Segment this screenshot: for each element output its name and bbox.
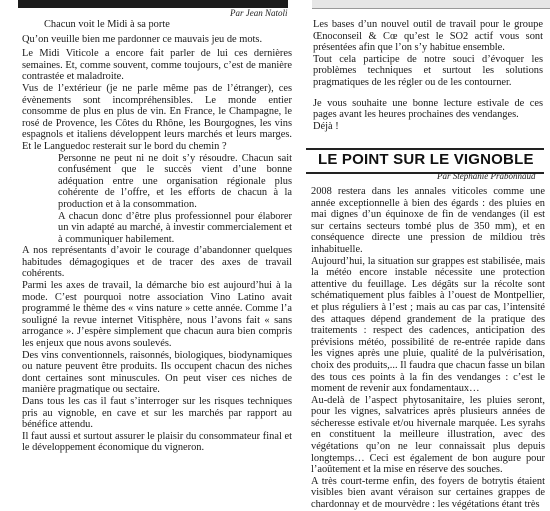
section-heading: LE POINT SUR LE VIGNOBLE	[318, 151, 534, 168]
paragraph: Qu’on veuille bien me pardonner ce mauvais jeu de mots.	[22, 33, 263, 45]
right-bottom-column	[311, 186, 545, 511]
left-column	[22, 19, 292, 454]
paragraph-title: Chacun voit le Midi à sa porte	[44, 19, 170, 30]
right-top-column	[313, 19, 543, 132]
paragraph: A chacun donc d’être plus professionnel pour élaborer un vin adapté au marché, à investir commercialement et à communiquer habilement.	[58, 210, 292, 245]
paragraph: Déjà !	[313, 120, 339, 132]
paragraph: Tout cela participe de notre souci d’évoquer les problèmes techniques et surtout les solutions pragmatiques de les régler ou de les contourner.	[313, 53, 543, 88]
top-left-title-bar	[18, 0, 288, 8]
paragraph: Je vous souhaite une bonne lecture estivale de ces pages avant les heures prochaines des vendanges.	[313, 97, 543, 121]
paragraph: Les bases d’un nouvel outil de travail pour le groupe Œnoconseil & Cœ qu’est le SO2 actif vous sont présentées afin que l’on s’y habitue ensemble.	[313, 19, 543, 54]
paragraph: Personne ne peut ni ne doit s’y résoudre. Chacun sait confusément que le succès vient d’une bonne adéquation entre une organisation régionale plus cohérente de l’offre, et les efforts de chacun à la production et à la consommation.	[58, 152, 292, 210]
paragraph: 2008 restera dans les annales viticoles comme une année exceptionnelle à bien des égards : des pluies en mai dignes d’un équinoxe de fin de vendanges (il est sur certains secteurs tombé plus de 350 mm), et en conséquence directe une pression de mildiou très inhabituelle.	[311, 186, 545, 255]
paragraph: Il faut aussi et surtout assurer le plaisir du consommateur final et le développement économique du vigneron.	[22, 430, 292, 454]
paragraph: Des vins conventionnels, raisonnés, biologiques, biodynamiques ou nature peuvent être produits. Ils occupent chacun des niches dont certaines sont minuscules. On peut viser ces niches de manière pragmatique ou sectaire.	[22, 349, 292, 396]
paragraph: Le Midi Viticole a encore fait parler de lui ces dernières semaines. Et, comme souvent, comme toujours, c’est de manière contrastée et maladroite.	[22, 48, 292, 83]
paragraph: Parmi les axes de travail, la démarche bio est aujourd’hui à la mode. C’est pourquoi notre association Vino Latino avait programmé le thème des « vins nature » cette année. Comme l’a souligné la revue internet Vitisphère, nous l’avons fait « sans arrogance ». J’espère simplement que chacun aura bien compris les enjeux que nous avons soulevés.	[22, 280, 292, 350]
top-right-title-bar	[312, 0, 550, 9]
paragraph: Au-delà de l’aspect phytosanitaire, les pluies seront, pour les vignes, salvatrices après plusieurs années de sécheresse estivale et/ou hivernale marquée. Les syrahs en constituent la meilleure illustration, avec des végétations qu’on ne leur connaissait plus depuis longtemps… Ceci est également de bon augure pour l’aoûtement et la mise en réserve des souches.	[311, 394, 545, 476]
paragraph: Aujourd’hui, la situation sur grappes est stabilisée, mais la météo encore instable nécessite une protection attentive du feuillage. Les dégâts sur la récolte sont schématiquement plus faibles à l’ouest de Montpellier, et plus réguliers à l’est ; mais au cas par cas, l’intensité des attaques dépend grandement de la pratique des traitements : respect des cadences, anticipation des prévisions météo, possibilité de re-entrée rapide dans les vignes après une pluie, qualité de la pulvérisation, choix des produits,... Il faudra que chacun fasse un bilan des tous ces points à la fin des vendanges : c’est le moment de revenir aux fondamentaux…	[311, 255, 546, 395]
paragraph: Dans tous les cas il faut s’interroger sur les risques techniques pris au vignoble, en cave et sur les marchés par rapport au bénéfice attendu.	[22, 396, 292, 431]
left-byline: Par Jean Natoli	[230, 8, 288, 18]
paragraph: A nos représentants d’avoir le courage d’abandonner quelques habitudes démagogiques et de tracer des axes de travail cohérents.	[22, 245, 292, 280]
paragraph: A très court-terme enfin, des foyers de botrytis étaient visibles bien avant véraison sur certaines grappes de chardonnay et de mourvèdre : les végétations étant très	[311, 475, 545, 511]
paragraph: Vus de l’extérieur (je ne parle même pas de l’étranger), ces évènements sont incompréhensibles. Le monde entier consomme de plus en plus de vin. En France, le Champagne, le rosé de Provence, les Côtes du Rhône, les Bourgognes, les vins espagnols et italiens développent leurs marchés et leurs marges. Et le Languedoc resterait sur le bord du chemin ?	[22, 82, 292, 152]
right-byline: Par Stéphanie Prabonnaud	[437, 171, 536, 181]
